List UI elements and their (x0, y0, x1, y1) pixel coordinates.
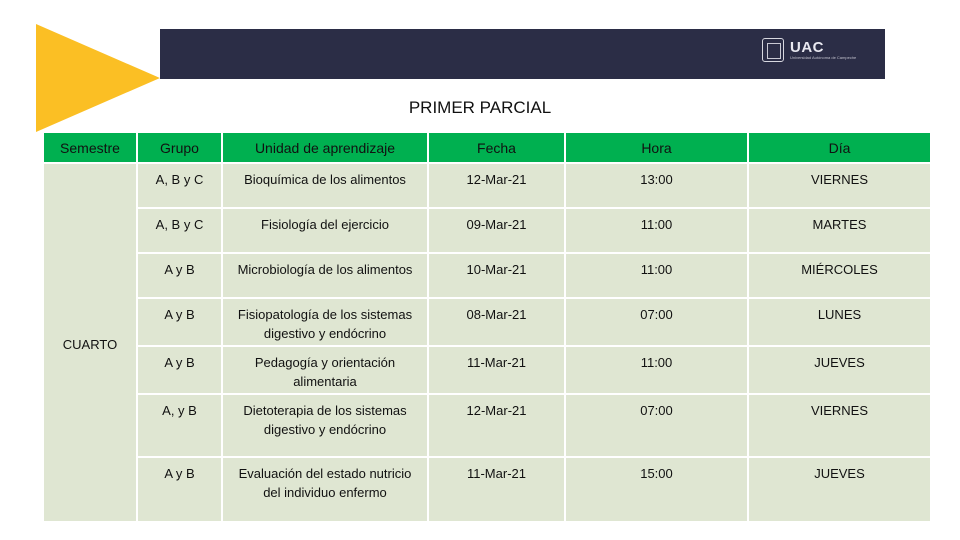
hora-cell: 07:00 (565, 394, 748, 457)
unidad-cell: Bioquímica de los alimentos (222, 163, 428, 208)
university-seal-icon (762, 38, 784, 62)
grupo-cell: A, y B (137, 394, 222, 457)
grupo-cell: A, B y C (137, 208, 222, 253)
header-fecha: Fecha (428, 132, 565, 163)
unidad-cell: Evaluación del estado nutricio del individuo enfermo (222, 457, 428, 522)
unidad-cell: Microbiología de los alimentos (222, 253, 428, 298)
fecha-cell: 11-Mar-21 (428, 346, 565, 394)
hora-cell: 13:00 (565, 163, 748, 208)
grupo-cell: A y B (137, 298, 222, 346)
dia-cell: VIERNES (748, 394, 931, 457)
grupo-cell: A y B (137, 457, 222, 522)
fecha-cell: 12-Mar-21 (428, 394, 565, 457)
table-header-row (43, 132, 931, 163)
table-row (43, 253, 931, 298)
header-hora: Hora (565, 132, 748, 163)
grupo-cell: A y B (137, 346, 222, 394)
schedule-table (42, 131, 932, 523)
table-row (43, 298, 931, 346)
header-dia: Día (748, 132, 931, 163)
hora-cell: 07:00 (565, 298, 748, 346)
logo-acronym: UAC (790, 39, 824, 56)
fecha-cell: 08-Mar-21 (428, 298, 565, 346)
corner-decoration (0, 0, 170, 140)
semestre-cell: CUARTO (43, 163, 137, 522)
dia-cell: LUNES (748, 298, 931, 346)
dia-cell: VIERNES (748, 163, 931, 208)
hora-cell: 11:00 (565, 208, 748, 253)
page-title: PRIMER PARCIAL (408, 98, 552, 117)
table-row (43, 208, 931, 253)
fecha-cell: 10-Mar-21 (428, 253, 565, 298)
dia-cell: JUEVES (748, 457, 931, 522)
fecha-cell: 12-Mar-21 (428, 163, 565, 208)
header-unidad: Unidad de aprendizaje (222, 132, 428, 163)
table-row (43, 163, 931, 208)
fecha-cell: 09-Mar-21 (428, 208, 565, 253)
header-grupo: Grupo (137, 132, 222, 163)
table-row (43, 457, 931, 522)
grupo-cell: A y B (137, 253, 222, 298)
hora-cell: 11:00 (565, 346, 748, 394)
dia-cell: MARTES (748, 208, 931, 253)
logo-subtext: Universidad Autónoma de Campeche (790, 55, 857, 60)
unidad-cell: Pedagogía y orientación alimentaria (222, 346, 428, 394)
fecha-cell: 11-Mar-21 (428, 457, 565, 522)
hora-cell: 11:00 (565, 253, 748, 298)
header-semestre: Semestre (43, 132, 137, 163)
dia-cell: MIÉRCOLES (748, 253, 931, 298)
table-row (43, 346, 931, 394)
university-logo (762, 36, 856, 64)
hora-cell: 15:00 (565, 457, 748, 522)
unidad-cell: Dietoterapia de los sistemas digestivo y endócrino (222, 394, 428, 457)
dia-cell: JUEVES (748, 346, 931, 394)
table-row (43, 394, 931, 457)
grupo-cell: A, B y C (137, 163, 222, 208)
unidad-cell: Fisiopatología de los sistemas digestivo y endócrino (222, 298, 428, 346)
unidad-cell: Fisiología del ejercicio (222, 208, 428, 253)
